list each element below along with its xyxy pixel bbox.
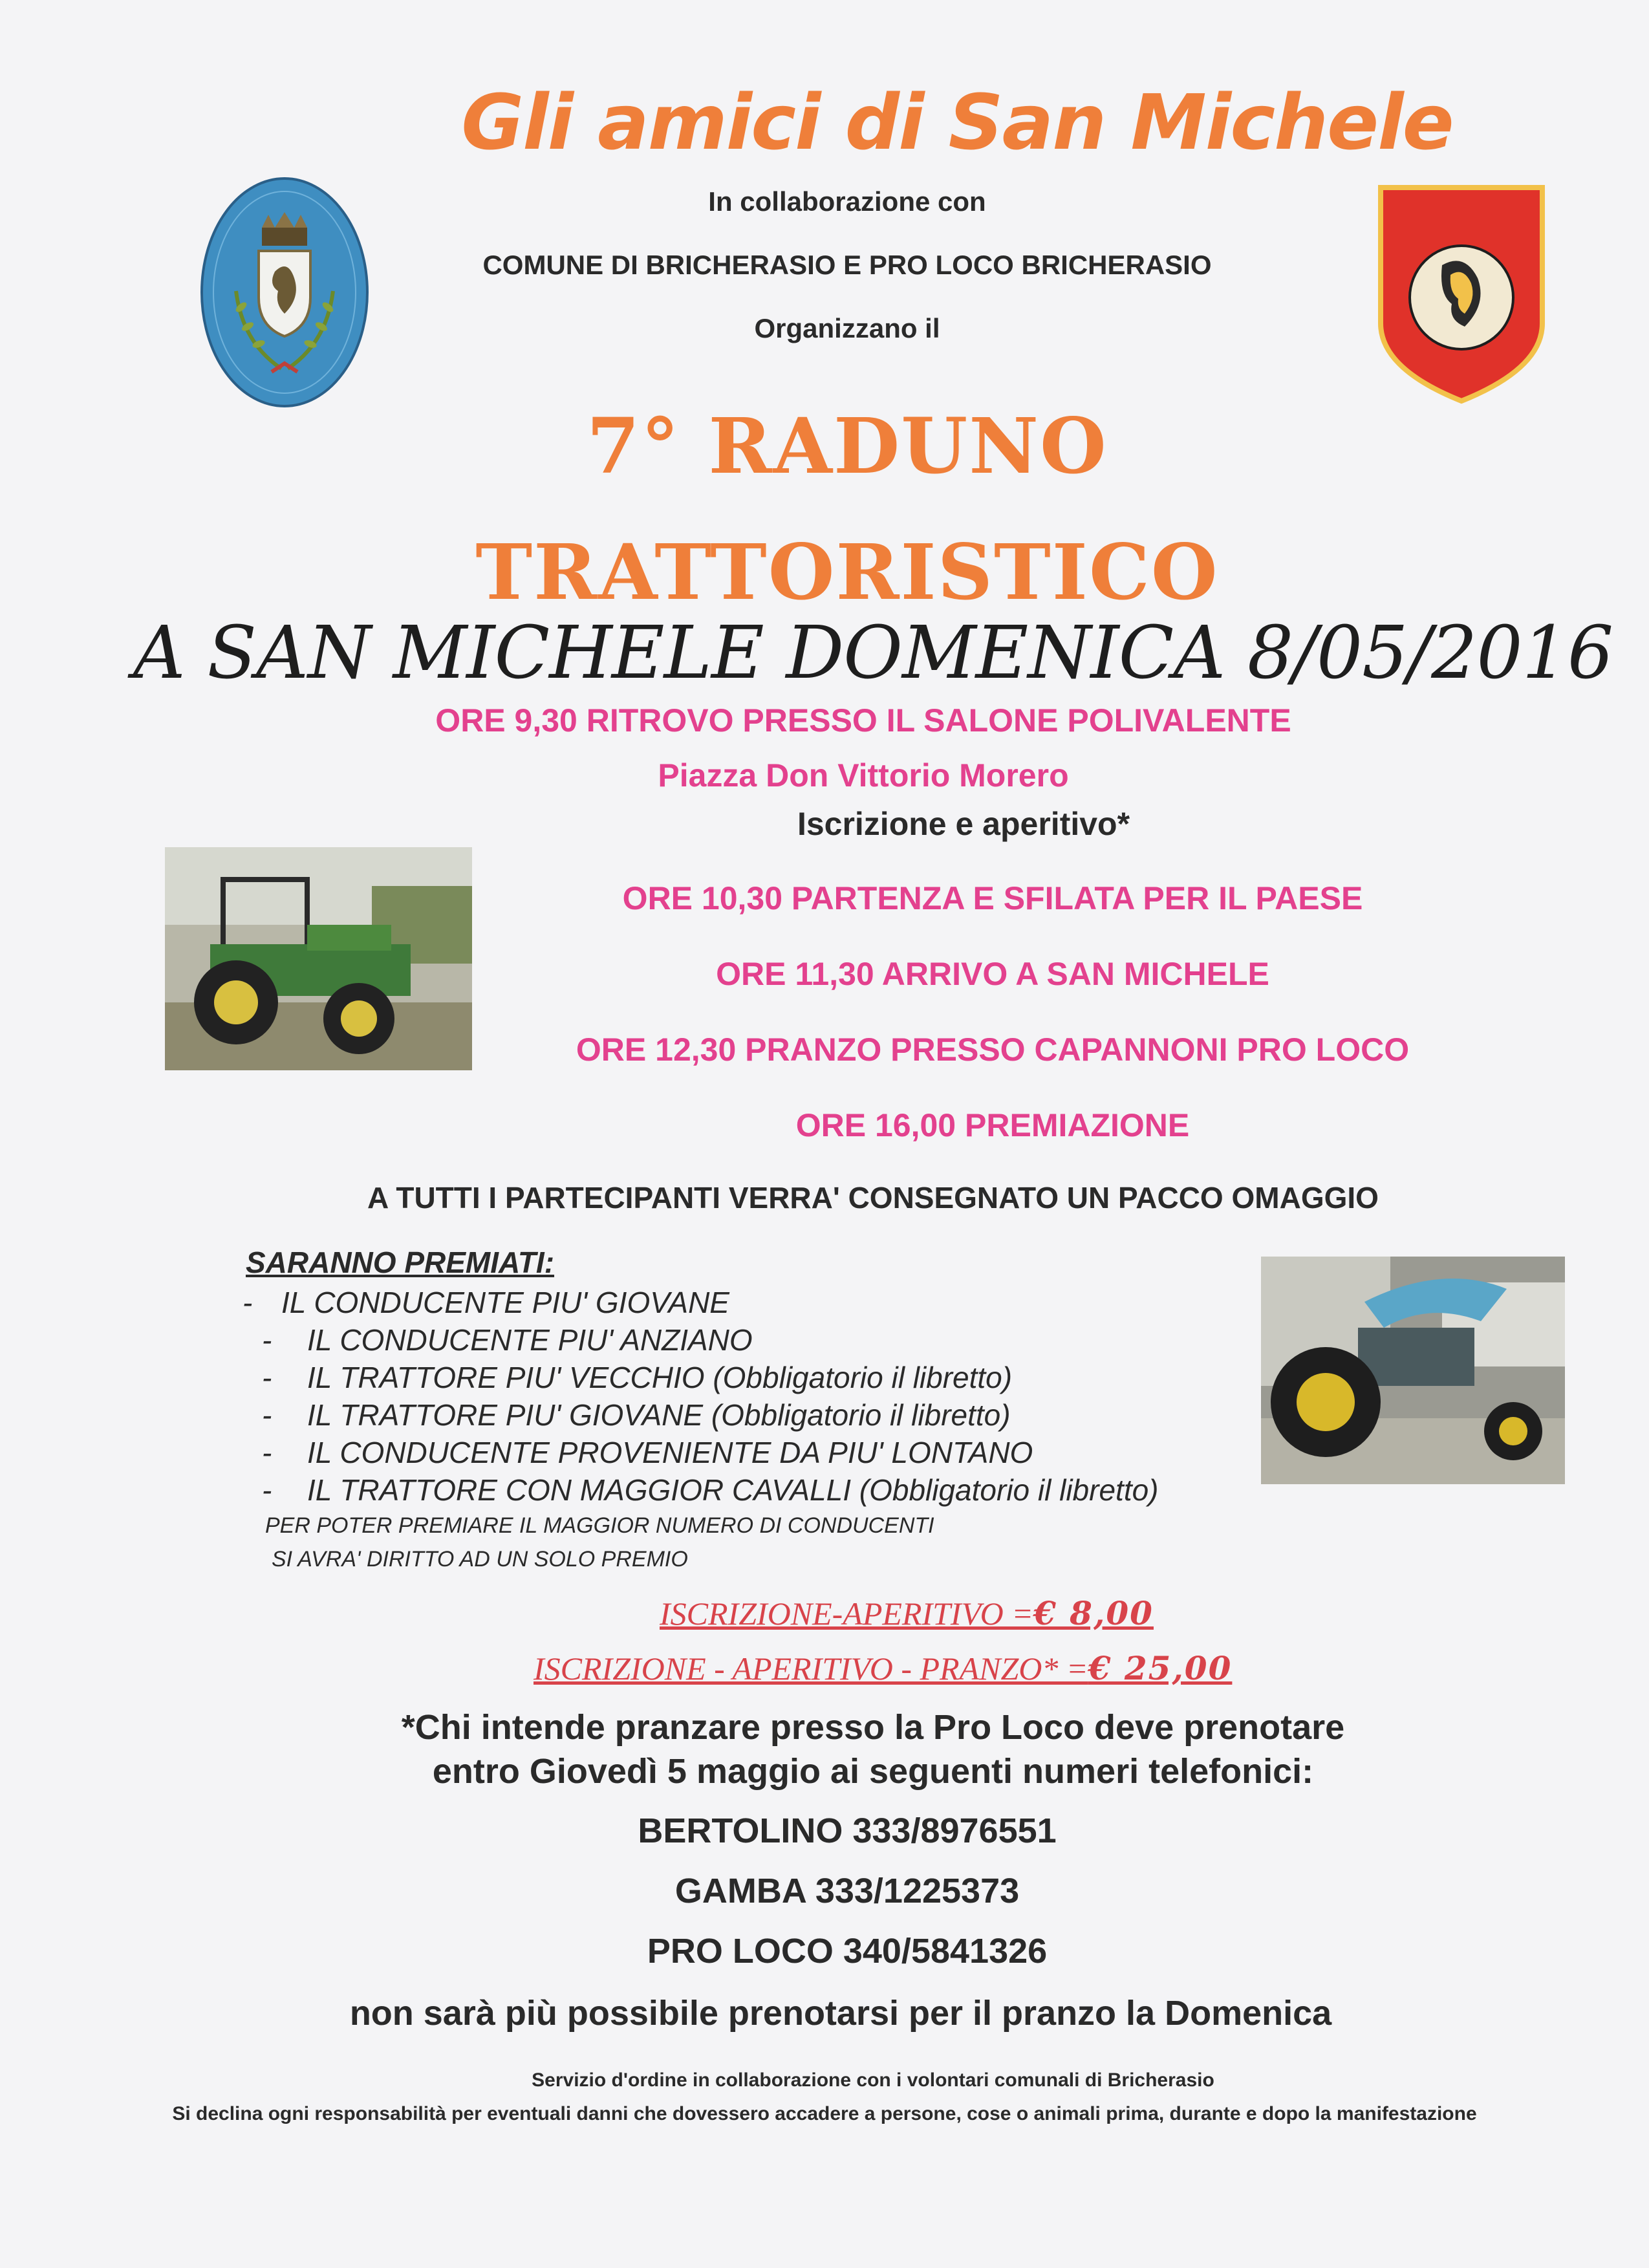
comune-bricherasio-emblem <box>197 175 372 411</box>
partners-line: COMUNE DI BRICHERASIO E PRO LOCO BRICHERASIO <box>482 250 1212 280</box>
green-tractor-image <box>165 847 472 1070</box>
prize-list <box>242 1284 1277 1509</box>
gift-announcement: A TUTTI I PARTECIPANTI VERRA' CONSEGNATO UN PACCO OMAGGIO <box>367 1181 1379 1215</box>
prize-note: SI AVRA' DIRITTO AD UN SOLO PREMIO <box>272 1547 688 1571</box>
booking-info-line1: *Chi intende pranzare presso la Pro Loco deve prenotare <box>401 1708 1345 1747</box>
pro-loco-emblem <box>1374 181 1549 404</box>
price-registration-lunch: ISCRIZIONE - APERITIVO - PRANZO* =€ 25,00 <box>534 1649 1233 1687</box>
schedule-item-1: ORE 9,30 RITROVO PRESSO IL SALONE POLIVALENTE <box>435 702 1291 739</box>
list-item: - IL TRATTORE CON MAGGIOR CAVALLI (Obbligatorio il libretto) <box>262 1473 1159 1507</box>
comune-emblem-icon <box>197 175 372 411</box>
pro-loco-shield-icon <box>1374 181 1549 404</box>
footer-disclaimer: Si declina ogni responsabilità per eventuali danni che dovessero accadere a persone, cose o animali prima, durante e dopo la manifestazione <box>172 2103 1477 2124</box>
prizes-heading: SARANNO PREMIATI: <box>246 1246 555 1279</box>
page-title: Gli amici di San Michele <box>461 78 1453 167</box>
list-item: - IL TRATTORE PIU' VECCHIO (Obbligatorio il libretto) <box>262 1361 1013 1394</box>
event-title-line2: TRATTORISTICO <box>475 527 1219 617</box>
list-item: - IL CONDUCENTE PROVENIENTE DA PIU' LONTANO <box>262 1436 1033 1469</box>
schedule-item-2: ORE 10,30 PARTENZA E SFILATA PER IL PAESE <box>622 880 1363 916</box>
schedule-item-3: ORE 11,30 ARRIVO A SAN MICHELE <box>716 956 1269 992</box>
schedule-item-4: ORE 12,30 PRANZO PRESSO CAPANNONI PRO LOCO <box>576 1031 1410 1068</box>
list-item: - IL TRATTORE PIU' GIOVANE (Obbligatorio il libretto) <box>262 1398 1011 1432</box>
phone-contact: PRO LOCO 340/5841326 <box>647 1932 1048 1971</box>
schedule-item-5: ORE 16,00 PREMIAZIONE <box>795 1107 1190 1143</box>
price-registration-aperitif: ISCRIZIONE-APERITIVO =€ 8,00 <box>660 1594 1154 1632</box>
schedule-item-1-place: Piazza Don Vittorio Morero <box>658 757 1069 794</box>
event-title-line1: 7° RADUNO <box>587 401 1108 491</box>
phone-contact: BERTOLINO 333/8976551 <box>638 1811 1057 1850</box>
phone-contact: GAMBA 333/1225373 <box>674 1872 1020 1910</box>
booking-closing-note: non sarà più possibile prenotarsi per il pranzo la Domenica <box>349 1994 1332 2033</box>
collaboration-line: In collaborazione con <box>708 186 986 217</box>
footer-service-note: Servizio d'ordine in collaborazione con i volontari comunali di Bricherasio <box>532 2069 1214 2091</box>
schedule-item-1-note: Iscrizione e aperitivo* <box>797 806 1130 842</box>
event-headline: A SAN MICHELE DOMENICA 8/05/2016 <box>133 611 1613 695</box>
prize-note: PER POTER PREMIARE IL MAGGIOR NUMERO DI CONDUCENTI <box>265 1513 934 1538</box>
list-item: - IL CONDUCENTE PIU' ANZIANO <box>262 1323 753 1357</box>
green-tractor-photo <box>165 847 472 1070</box>
list-item: - IL CONDUCENTE PIU' GIOVANE <box>242 1286 729 1319</box>
blue-tractor-image <box>1261 1257 1565 1484</box>
blue-tractor-photo <box>1261 1257 1565 1484</box>
organize-line: Organizzano il <box>754 313 940 343</box>
booking-info-line2: entro Giovedì 5 maggio ai seguenti numeri telefonici: <box>432 1752 1314 1791</box>
